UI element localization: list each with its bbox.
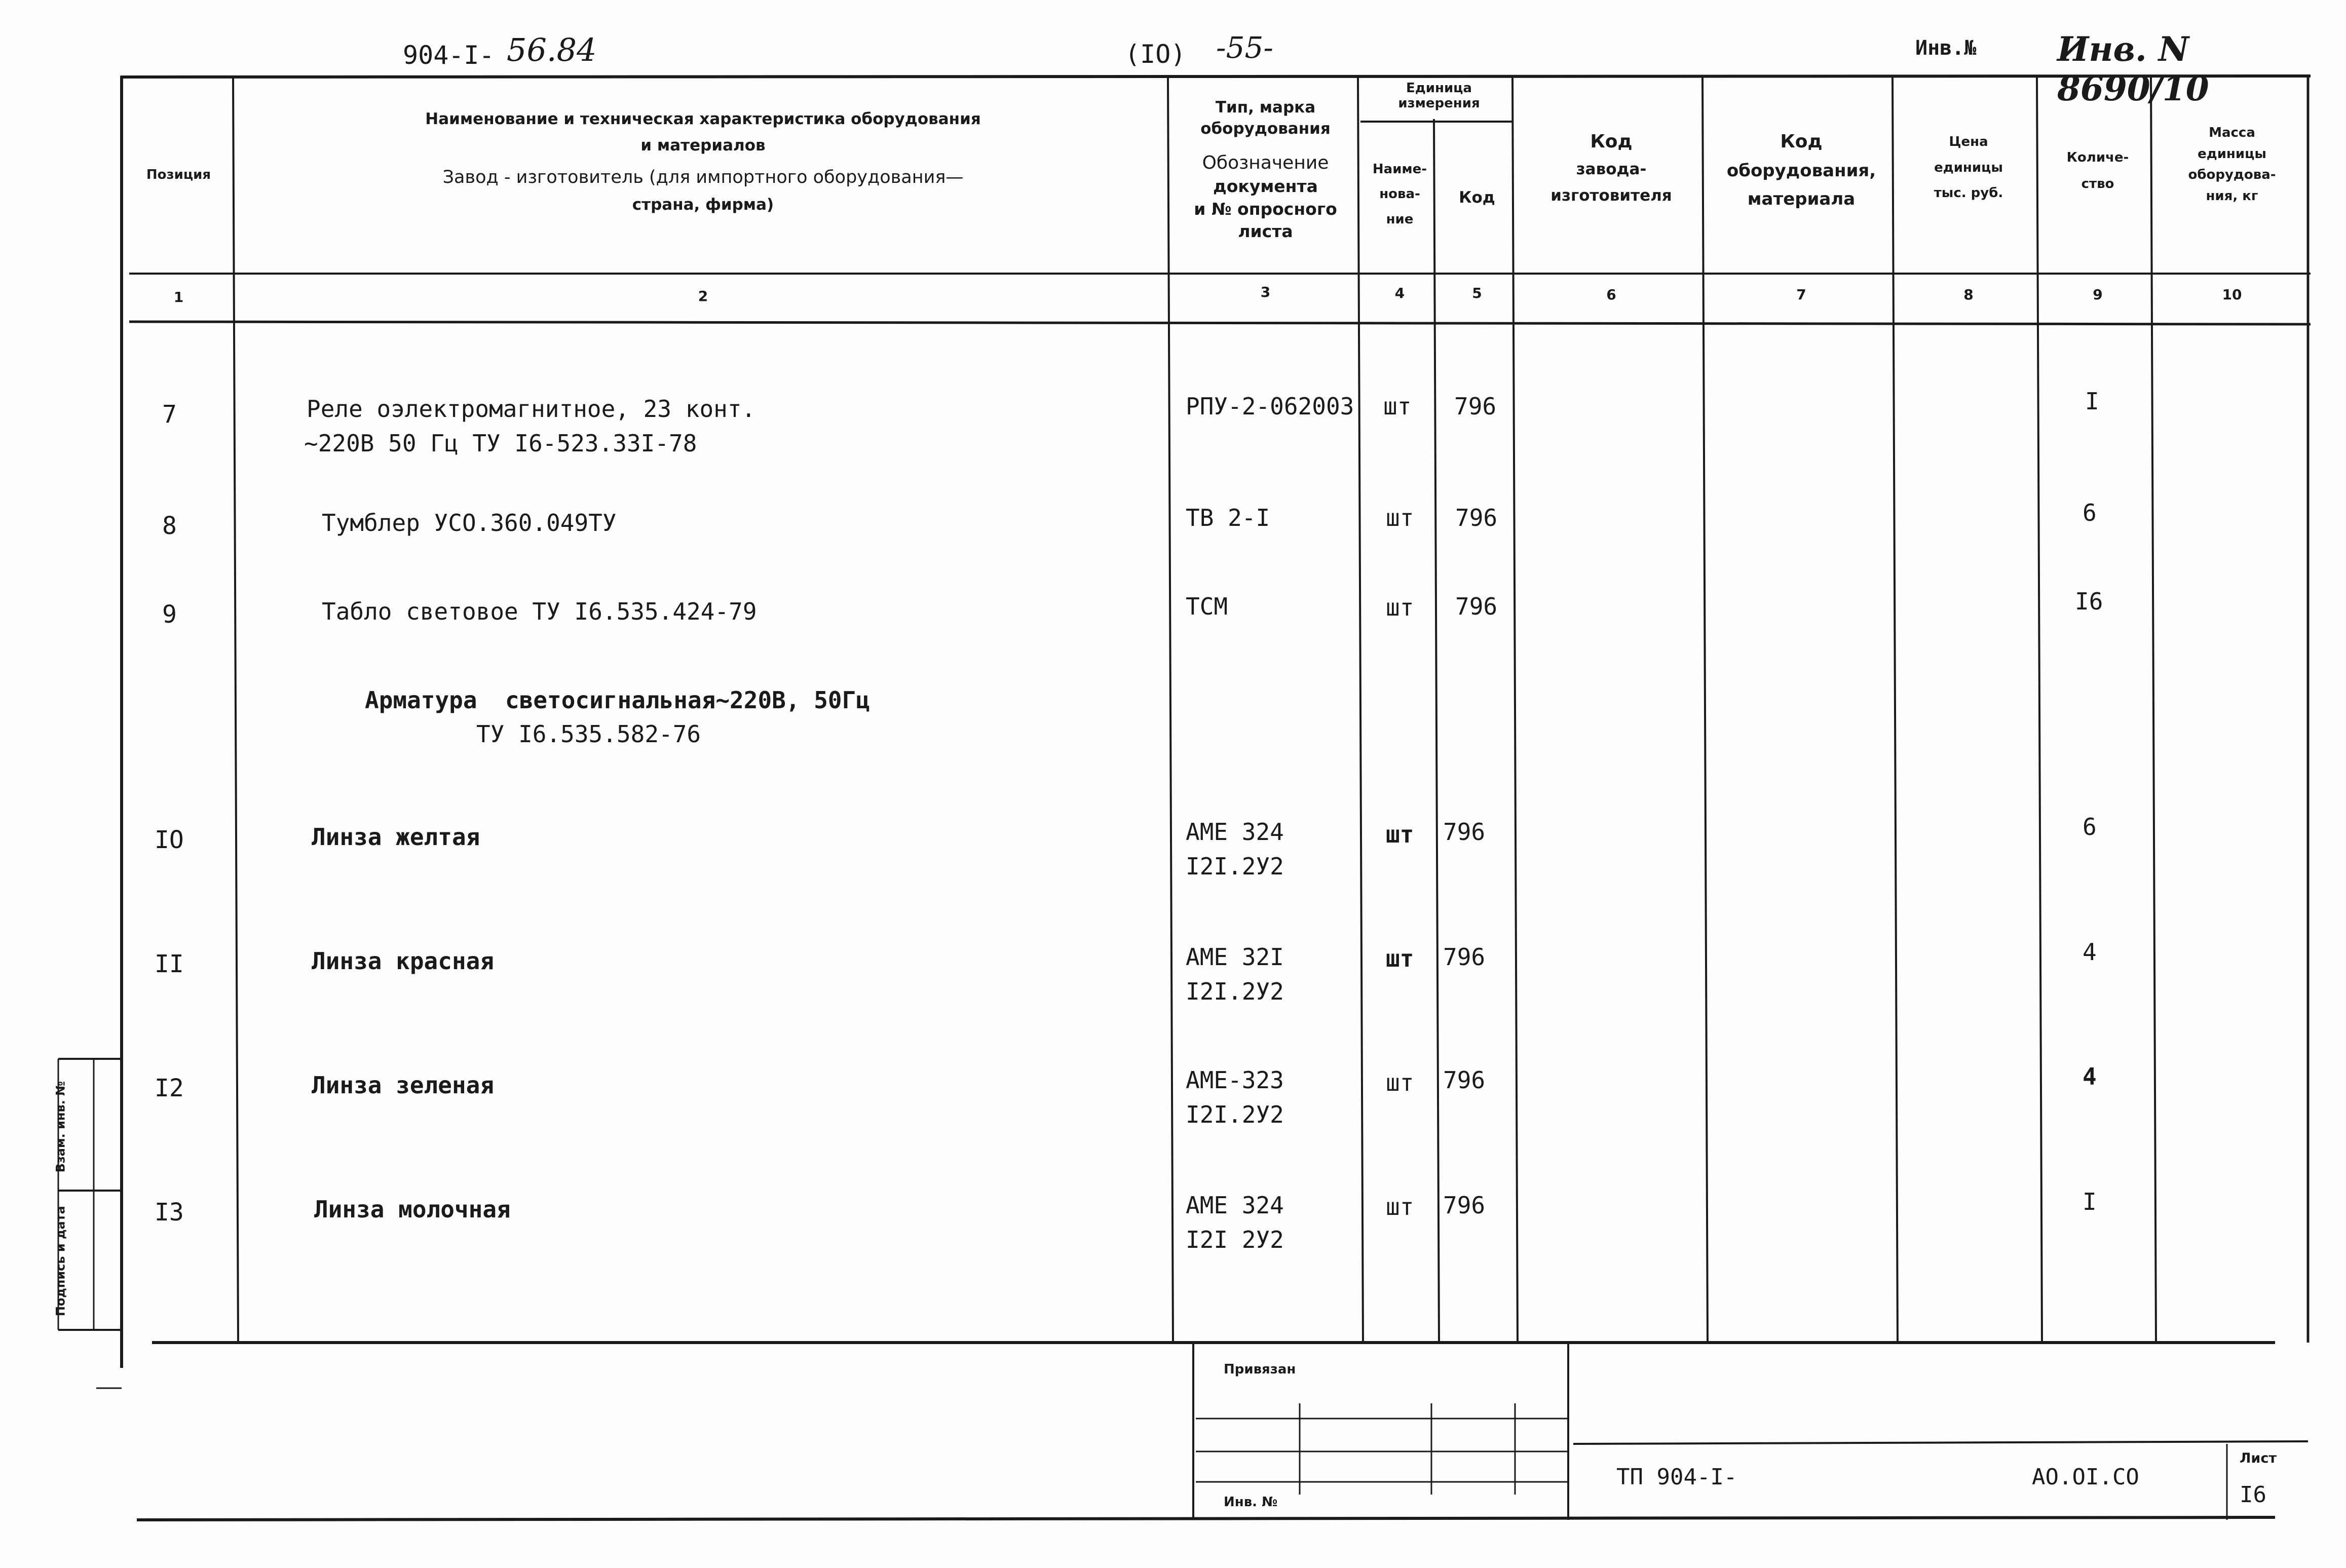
column-number: 7 (1796, 286, 1806, 303)
row-code: 796 (1443, 818, 1486, 846)
column-number: 1 (173, 289, 184, 305)
row-quantity: I (2085, 388, 2099, 415)
row-name: Тумблер УСО.360.049ТУ (322, 509, 617, 537)
row-type: ТВ 2-I (1186, 504, 1270, 531)
row-position: 9 (162, 600, 177, 629)
column-number: 9 (2093, 286, 2103, 303)
row-name: Реле оэлектромагнитное, 23 конт. (307, 395, 756, 423)
row-name: Линза красная (312, 947, 495, 975)
row-position: IO (155, 826, 184, 854)
row-type: РПУ-2-062003 (1186, 393, 1354, 420)
column-number: 3 (1260, 284, 1271, 300)
row-quantity: I (2083, 1188, 2097, 1215)
header-unit-group: Единица измерения (1398, 81, 1480, 111)
column-number: 4 (1394, 285, 1405, 301)
section-heading-spec: ТУ I6.535.582-76 (476, 720, 701, 748)
row-quantity: 6 (2083, 813, 2097, 840)
header-unit-name: Наиме- нова- ние (1372, 162, 1427, 227)
stamp-sheet-number: I6 (2240, 1482, 2266, 1508)
row-name-line2: ~220В 50 Гц ТУ I6-523.33I-78 (304, 430, 697, 457)
row-position: 8 (162, 512, 177, 540)
row-position: I3 (155, 1198, 184, 1227)
header-name: Наименование и техническая характеристика оборудования и материалов Завод - изготовитель (для импортного оборудования— страна, фирма) (425, 110, 981, 214)
column-number: 8 (1963, 286, 1974, 303)
document-prefix: 904-I- (403, 41, 495, 70)
header-manufacturer-code: Код завода- изготовителя (1550, 131, 1672, 205)
row-code: 796 (1455, 593, 1498, 620)
row-type: ТСМ (1186, 593, 1228, 620)
stamp-inventory-label: Инв. № (1224, 1495, 1278, 1510)
row-code: 796 (1455, 504, 1498, 531)
row-unit: шт (1386, 821, 1414, 848)
margin-signature-date-label: Подпись и дата (53, 1206, 68, 1317)
row-type: АМЕ-323 (1186, 1066, 1284, 1094)
row-unit: шт (1386, 1193, 1414, 1220)
row-type-line2: I2I.2У2 (1186, 978, 1284, 1005)
row-type: АМЕ 324 (1186, 1192, 1284, 1219)
row-position: 7 (162, 400, 177, 429)
row-unit: шт (1386, 594, 1414, 621)
margin-replaced-inv-label: Взам. инв. № (53, 1081, 68, 1173)
row-name: Табло световое ТУ I6.535.424-79 (322, 598, 757, 625)
column-number: 5 (1472, 285, 1482, 301)
column-number: 2 (698, 288, 708, 304)
row-type-line2: I2I 2У2 (1186, 1226, 1284, 1253)
row-unit: шт (1386, 1069, 1414, 1096)
row-quantity: 4 (2083, 938, 2097, 966)
row-position: I2 (155, 1074, 184, 1102)
row-unit: шт (1386, 945, 1414, 972)
header-equipment-code: Код оборудования, материала (1726, 131, 1876, 210)
row-position: II (155, 950, 184, 978)
page-label: (IO) (1125, 40, 1186, 69)
row-code: 796 (1443, 1066, 1486, 1094)
row-code: 796 (1443, 1192, 1486, 1219)
column-number: 10 (2222, 286, 2242, 303)
column-number: 6 (1606, 286, 1616, 303)
header-price: Цена единицы тыс. руб. (1934, 134, 2003, 201)
inventory-label: Инв.№ (1915, 36, 1977, 60)
stamp-privyazan-label: Привязан (1224, 1362, 1296, 1377)
inventory-number-handwritten: Инв. N 8690/10 (2057, 29, 2209, 108)
stamp-sheet-label: Лист (2240, 1450, 2277, 1466)
row-type-line2: I2I.2У2 (1186, 853, 1284, 880)
row-type: АМЕ 32I (1186, 943, 1284, 971)
header-mass: Масса единицы оборудова- ния, кг (2188, 125, 2276, 204)
row-type: АМЕ 324 (1186, 818, 1284, 846)
page-number: -55- (1216, 30, 1273, 65)
document-number-handwritten: 56.84 (507, 31, 597, 68)
header-type: Тип, марка оборудования Обозначение документа и № опросного листа (1194, 98, 1337, 242)
row-type-line2: I2I.2У2 (1186, 1101, 1284, 1128)
row-code: 796 (1443, 943, 1486, 971)
header-unit-code: Код (1459, 188, 1495, 207)
row-unit: шт (1383, 393, 1412, 420)
stamp-document-code: ТП 904-I- (1616, 1464, 1737, 1490)
row-code: 796 (1454, 393, 1497, 420)
header-position: Позиция (146, 167, 211, 182)
stamp-sheet-code: АО.OI.CO (2032, 1464, 2139, 1490)
row-name: Линза зеленая (312, 1072, 495, 1099)
row-unit: шт (1386, 504, 1414, 531)
row-quantity: 4 (2083, 1063, 2097, 1090)
row-name: Линза молочная (314, 1196, 511, 1223)
section-heading: Арматура светосигнальная~220В, 50Гц (365, 686, 870, 714)
header-quantity: Количе- ство (2066, 150, 2129, 192)
row-name: Линза желтая (312, 823, 480, 851)
row-quantity: 6 (2083, 499, 2097, 526)
row-quantity: I6 (2075, 588, 2103, 615)
